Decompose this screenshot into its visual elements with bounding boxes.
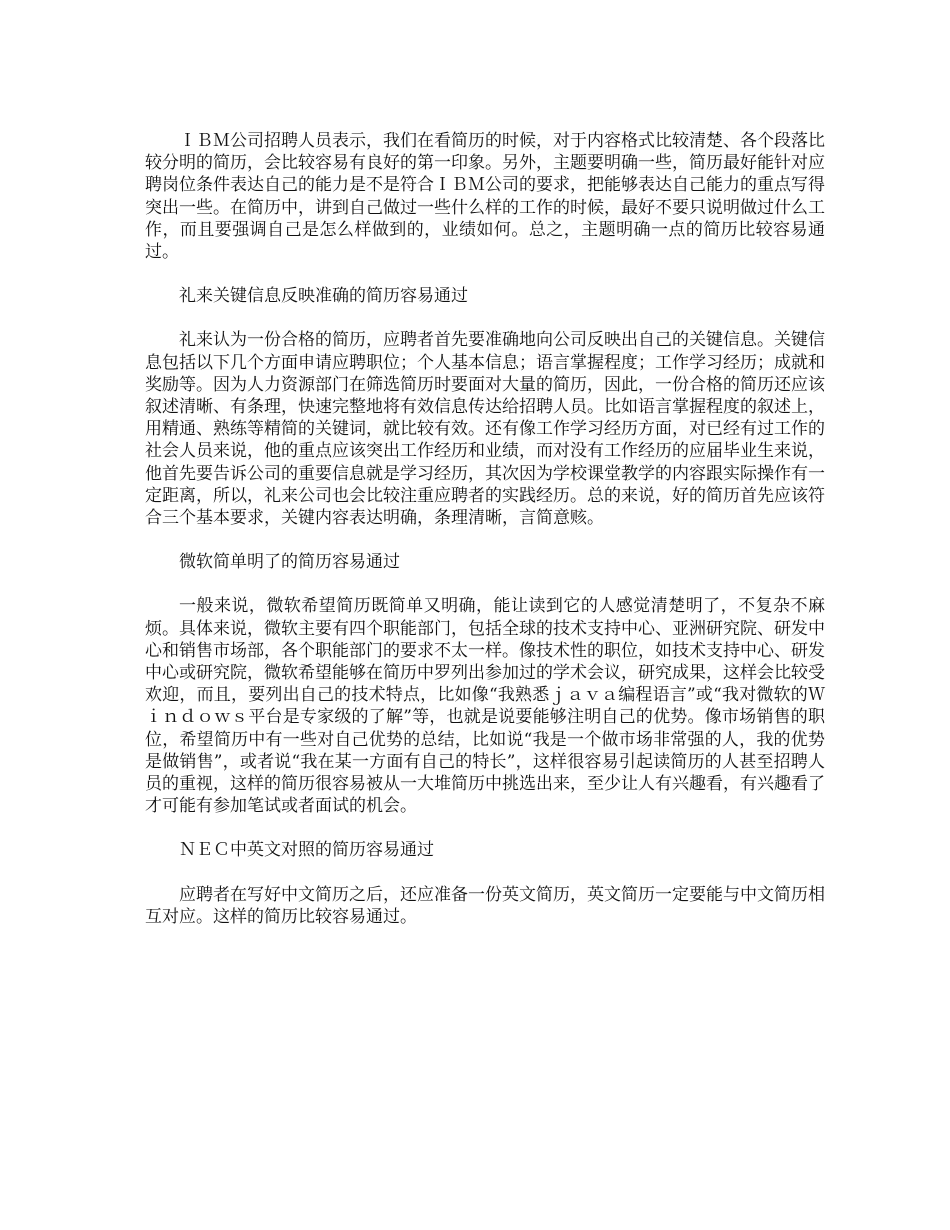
paragraph-nec: 应聘者在写好中文简历之后，还应准备一份英文简历，英文简历一定要能与中文简历相互对应。这样的简历比较容易通过。 bbox=[145, 884, 825, 927]
document-page bbox=[145, 130, 825, 950]
heading-microsoft: 微软简单明了的简历容易通过 bbox=[179, 552, 400, 573]
paragraph-ibm: ＩＢＭ公司招聘人员表示，我们在看简历的时候，对于内容格式比较清楚、各个段落比较分明的简历，会比较容易有良好的第一印象。另外，主题要明确一些，简历最好能针对应聘岗位条件表达自己的能力是不是符合ＩＢＭ公司的要求，把能够表达自己能力的重点写得突出一些。在简历中，讲到自己做过一些什么样的工作的时候，最好不要只说明做过什么工作，而且要强调自己是怎么样做到的，业绩如何。总之，主题明确一点的简历比较容易通过。 bbox=[145, 131, 825, 263]
heading-nec: ＮＥＣ中英文对照的简历容易通过 bbox=[179, 840, 434, 861]
heading-lilly: 礼来关键信息反映准确的简历容易通过 bbox=[179, 286, 468, 307]
paragraph-microsoft: 一般来说，微软希望简历既简单又明确，能让读到它的人感觉清楚明了，不复杂不麻烦。具体来说，微软主要有四个职能部门，包括全球的技术支持中心、亚洲研究院、研发中心和销售市场部，各个职能部门的要求不太一样。像技术性的职位，如技术支持中心、研发中心或研究院，微软希望能够在简历中罗列出参加过的学术会议，研究成果，这样会比较受欢迎，而且，要列出自己的技术特点，比如像“我熟悉ｊａｖａ编程语言”或“我对微软的Ｗｉｎｄｏｗｓ平台是专家级的了解”等，也就是说要能够注明自己的优势。像市场销售的职位，希望简历中有一些对自己优势的总结，比如说“我是一个做市场非常强的人，我的优势是做销售”，或者说“我在某一方面有自己的特长”，这样很容易引起读简历的人甚至招聘人员的重视，这样的简历很容易被从一大堆简历中挑选出来，至少让人有兴趣看，有兴趣看了才可能有参加笔试或者面试的机会。 bbox=[145, 596, 825, 817]
paragraph-lilly: 礼来认为一份合格的简历，应聘者首先要准确地向公司反映出自己的关键信息。关键信息包括以下几个方面申请应聘职位；个人基本信息；语言掌握程度；工作学习经历；成就和奖励等。因为人力资源部门在筛选简历时要面对大量的简历，因此，一份合格的简历还应该叙述清晰、有条理，快速完整地将有效信息传达给招聘人员。比如语言掌握程度的叙述上，用精通、熟练等精简的关键词，就比较有效。还有像工作学习经历方面，对已经有过工作的社会人员来说，他的重点应该突出工作经历和业绩，而对没有工作经历的应届毕业生来说，他首先要告诉公司的重要信息就是学习经历，其次因为学校课堂教学的内容跟实际操作有一定距离，所以，礼来公司也会比较注重应聘者的实践经历。总的来说，好的简历首先应该符合三个基本要求，关键内容表达明确，条理清晰，言简意赅。 bbox=[145, 330, 825, 529]
